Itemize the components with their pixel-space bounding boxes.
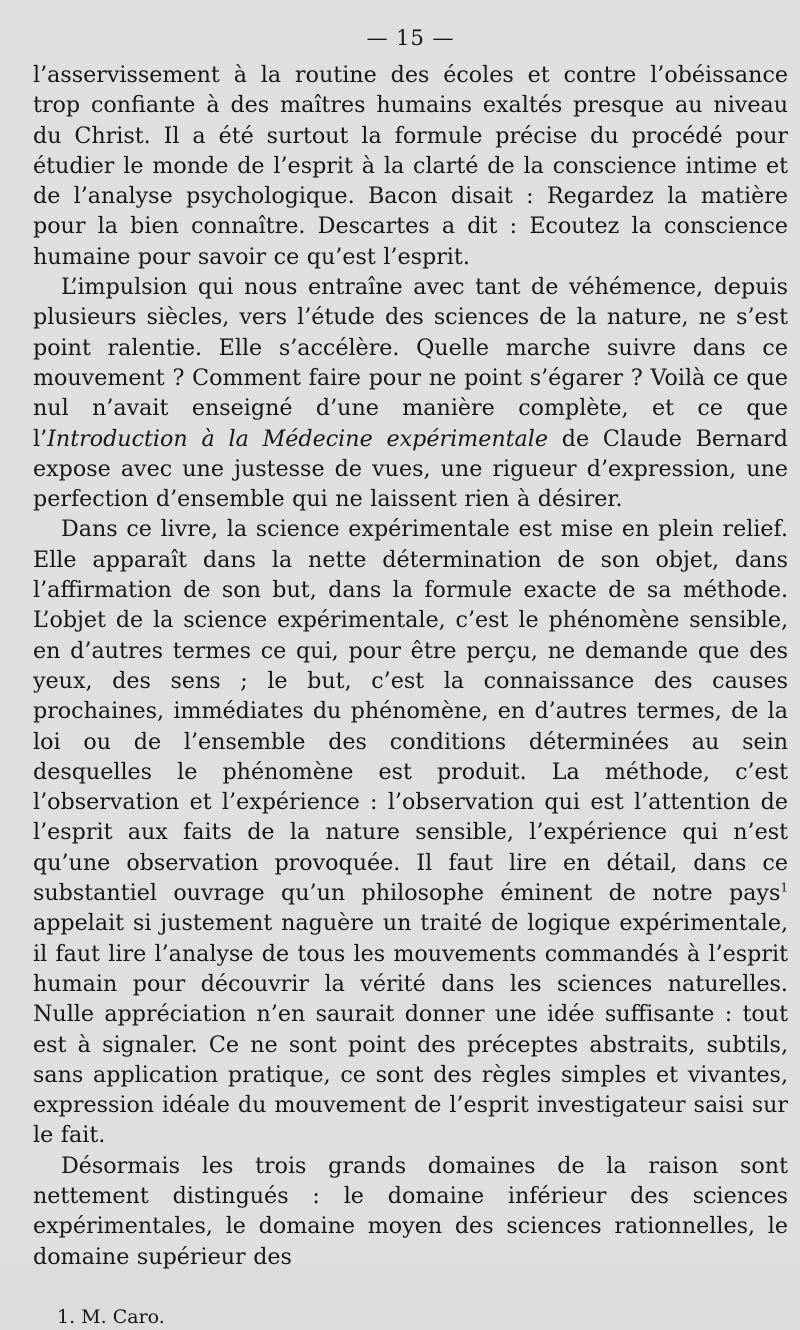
- footnote-reference: 1: [780, 880, 788, 895]
- paragraph-3-text-after: appelait si justement naguère un traité de logique expérimentale, il faut lire l’analyse de tous les mouvements commandés à l’esprit humain pour découvrir la vérité dans les sciences naturelles. Nulle appréciation n’en saurait donner une idée suffisante : tout est à signaler. Ce ne sont point des préceptes abstraits, subtils, sans application pratique, ce sont des règles simples et vivantes, expression idéale du mouvement de l’esprit investigateur saisi sur le fait.: [33, 910, 788, 1149]
- paragraph-3-text-before: Dans ce livre, la science expérimentale est mise en plein relief. Elle apparaît dans la nette détermination de son objet, dans l’affirmation de son but, dans la formule exacte de sa méthode. L’objet de la science expérimentale, c’est le phénomène sensible, en d’autres termes ce qui, pour être perçu, ne demande que des yeux, des sens ; le but, c’est la connaissance des causes prochaines, immédiates du phénomène, en d’autres termes, de la loi ou de l’ensemble des conditions déterminées au sein desquelles le phénomène est produit. La méthode, c’est l’observation et l’expérience : l’observation qui est l’attention de l’esprit aux faits de la nature sensible, l’expérience qui n’est qu’une observation provoquée. Il faut lire en détail, dans ce substantiel ouvrage qu’un philosophe éminent de notre pays: [33, 516, 788, 907]
- paragraph-3: [33, 514, 788, 1150]
- footnote-separator: [33, 1272, 788, 1304]
- paragraph-2: [33, 272, 788, 514]
- footnote: 1. M. Caro.: [57, 1305, 165, 1328]
- paragraph-2-text-after: de Claude Bernard expose avec une justesse de vues, une rigueur d’expression, une perfection d’ensemble qui ne laissent rien à désirer.: [33, 425, 788, 513]
- paragraph-4: Désormais les trois grands domaines de la raison sont nettement distingués : le domaine inférieur des sciences expérimentales, le domaine moyen des sciences rationnelles, le domaine supérieur des: [33, 1152, 788, 1270]
- paragraph-2-text-before: L’impulsion qui nous entraîne avec tant de véhémence, depuis plusieurs siècles, vers l’étude des sciences de la nature, ne s’est point ralentie. Elle s’accélère. Quelle marche suivre dans ce mouvement ? Comment faire pour ne point s’égarer ? Voilà ce que nul n’avait enseigné d’une manière complète, et ce que l’: [33, 274, 788, 452]
- book-title-italic: Introduction à la Médecine expérimentale: [47, 425, 548, 452]
- paragraph-1: l’asservissement à la routine des écoles et contre l’obéissance trop confiante à des maîtres humains exaltés presque au niveau du Christ. Il a été surtout la formule précise du procédé pour étudier le monde de l’esprit à la clarté de la conscience intime et de l’analyse psychologique. Bacon disait : Regardez la matière pour la bien connaître. Descartes a dit : Ecoutez la conscience humaine pour savoir ce qu’est l’esprit.: [33, 62, 788, 270]
- page-number: — 15 —: [366, 26, 455, 50]
